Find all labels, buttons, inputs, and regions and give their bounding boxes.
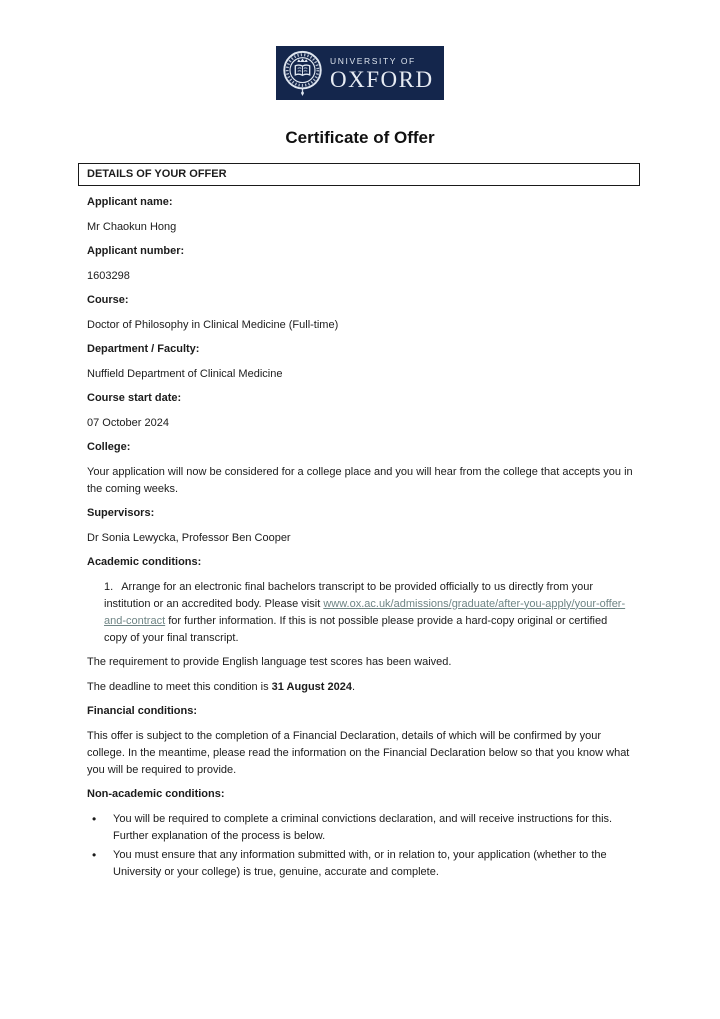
- academic-condition-item: [87, 579, 633, 647]
- course-start-date-value: 07 October 2024: [87, 416, 169, 429]
- college-label: College:: [87, 441, 131, 453]
- course-start-date-label: Course start date:: [87, 392, 182, 404]
- logo-oxford: OXFORD: [330, 66, 434, 92]
- academic-condition-number: 1.: [104, 580, 114, 593]
- academic-condition-text-suffix: for further information. If this is not possible please provide a hard-copy original or certified copy of your final transcript.: [104, 614, 608, 644]
- academic-conditions-heading: Academic conditions:: [87, 556, 202, 568]
- english-waiver-text: The requirement to provide English language test scores has been waived.: [87, 656, 452, 668]
- non-academic-condition-item: • You will be required to complete a criminal convictions declaration, and will receive instructions for this. Further explanation of the process is below.: [87, 811, 633, 845]
- page-title: Certificate of Offer: [285, 128, 435, 147]
- course-label: Course:: [87, 294, 129, 306]
- oxford-crest-icon: [281, 49, 324, 97]
- financial-conditions-heading: Financial conditions:: [87, 705, 198, 717]
- applicant-number-value: 1603298: [87, 269, 130, 282]
- supervisors-label: Supervisors:: [87, 507, 155, 519]
- details-of-offer-box: [78, 163, 640, 186]
- college-value: Your application will now be considered for a college place and you will hear from the college that accepts you in the coming weeks.: [87, 465, 633, 495]
- deadline-prefix: The deadline to meet this condition is: [87, 680, 272, 693]
- academic-condition-text-prefix: Arrange for an electronic final bachelors transcript to be provided officially to us directly from your institution or an accredited body. Please visit: [104, 580, 593, 610]
- offer-and-contract-link[interactable]: www.ox.ac.uk/admissions/graduate/after-you-apply/your-offer-and-contract: [104, 597, 626, 627]
- course-value: Doctor of Philosophy in Clinical Medicine (Full-time): [87, 318, 339, 331]
- deadline-date: 31 August 2024: [271, 680, 352, 693]
- department-faculty-value: Nuffield Department of Clinical Medicine: [87, 367, 283, 380]
- applicant-name-label: Applicant name:: [87, 196, 173, 208]
- non-academic-conditions-heading: Non-academic conditions:: [87, 788, 225, 800]
- non-academic-condition-item: • You must ensure that any information submitted with, or in relation to, your application (whether to the University or your college) is true, genuine, accurate and complete.: [87, 847, 633, 881]
- deadline-text: [87, 679, 633, 696]
- logo-university-of: UNIVERSITY OF: [330, 55, 416, 66]
- deadline-suffix: .: [351, 680, 356, 693]
- department-faculty-label: Department / Faculty:: [87, 343, 200, 355]
- applicant-name-value: Mr Chaokun Hong: [87, 220, 177, 233]
- financial-conditions-body: This offer is subject to the completion of a Financial Declaration, details of which will be confirmed by your college. In the meantime, please read the information on the Financial Declaration below so that you know what you will be required to provide.: [87, 729, 630, 776]
- details-of-offer-heading: DETAILS OF YOUR OFFER: [87, 168, 227, 180]
- supervisors-value: Dr Sonia Lewycka, Professor Ben Cooper: [87, 531, 291, 544]
- oxford-logo-text: [330, 56, 434, 91]
- offer-details: [87, 194, 633, 881]
- oxford-logo: [276, 46, 444, 100]
- non-academic-conditions-list: [87, 811, 633, 882]
- applicant-number-label: Applicant number:: [87, 245, 185, 257]
